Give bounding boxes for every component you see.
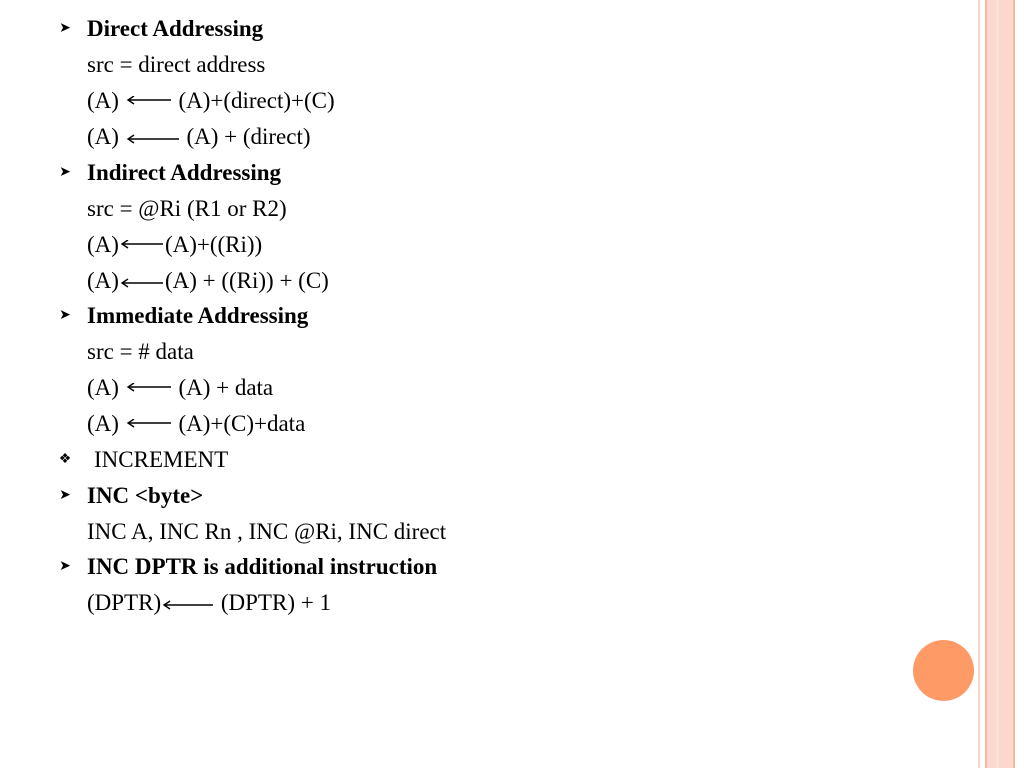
line-text: src = # data <box>87 339 194 364</box>
frame-line-1 <box>978 0 980 768</box>
equation <box>87 263 329 299</box>
left-arrow-icon <box>125 132 181 146</box>
left-arrow-icon <box>125 383 173 397</box>
equation-rhs: (A) + ((Ri)) + (C) <box>164 268 329 293</box>
left-arrow-icon <box>119 276 165 290</box>
heading-text: Immediate Addressing <box>87 303 309 328</box>
line-text: src = @Ri (R1 or R2) <box>87 196 287 221</box>
heading-text: Direct Addressing <box>87 16 264 41</box>
left-arrow-icon <box>161 598 215 612</box>
heading-text: INC DPTR is additional instruction <box>87 554 438 579</box>
frame-fill <box>985 0 1015 768</box>
line-text: INC A, INC Rn , INC @Ri, INC direct <box>87 519 447 544</box>
equation-lhs: (A) <box>87 268 119 293</box>
left-arrow-icon <box>125 419 173 433</box>
left-arrow-icon <box>125 96 173 110</box>
equation-rhs: (A) + data <box>178 375 274 400</box>
arrow-bullet-icon: ➤ <box>59 165 71 180</box>
frame-line-2 <box>985 0 987 768</box>
heading-text: Indirect Addressing <box>87 160 282 185</box>
equation-rhs: (A)+((Ri)) <box>164 232 263 257</box>
frame-line-3 <box>996 0 999 768</box>
left-arrow-icon <box>119 240 165 254</box>
equation <box>87 406 305 442</box>
heading-text: INC <byte> <box>87 483 204 508</box>
line-text: src = direct address <box>87 52 266 77</box>
equation <box>87 227 262 263</box>
equation-lhs: (DPTR) <box>87 590 162 615</box>
increment-title-text: INCREMENT <box>94 447 229 472</box>
arrow-bullet-icon: ➤ <box>59 559 71 574</box>
equation-rhs: (A)+(direct)+(C) <box>178 88 335 113</box>
equation <box>87 83 335 119</box>
arrow-bullet-icon: ➤ <box>59 21 71 36</box>
equation <box>87 119 311 155</box>
equation-rhs: (A) + (direct) <box>186 124 311 149</box>
diamond-bullet-icon: ❖ <box>58 452 72 467</box>
equation-lhs: (A) <box>87 375 119 400</box>
equation-rhs: (A)+(C)+data <box>178 411 306 436</box>
equation-lhs: (A) <box>87 88 119 113</box>
arrow-bullet-icon: ➤ <box>59 488 71 503</box>
frame-line-4 <box>1013 0 1015 768</box>
equation-lhs: (A) <box>87 411 119 436</box>
equation-rhs: (DPTR) + 1 <box>220 590 331 615</box>
equation-lhs: (A) <box>87 232 119 257</box>
equation <box>87 370 273 406</box>
equation <box>87 585 331 621</box>
equation-lhs: (A) <box>87 124 119 149</box>
decorative-circle <box>913 640 974 701</box>
arrow-bullet-icon: ➤ <box>59 308 71 323</box>
